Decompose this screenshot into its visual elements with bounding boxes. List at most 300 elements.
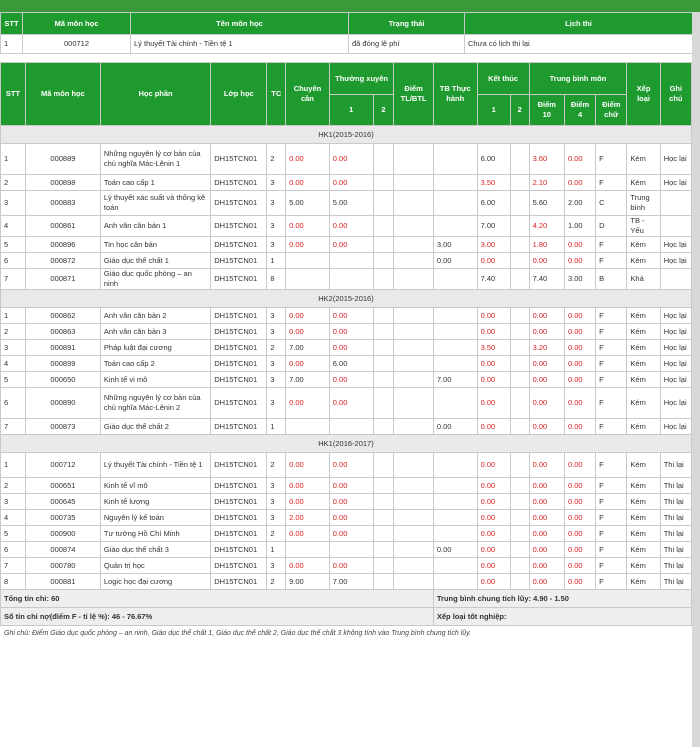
cell-r2: [373, 144, 394, 175]
cell-stt: 6: [1, 253, 26, 269]
cell-f1: 0.00: [477, 324, 510, 340]
cell-th: 0.00: [433, 542, 477, 558]
top-bar: [0, 0, 700, 12]
cell-r2: [373, 237, 394, 253]
cell-gc: Học lại: [660, 144, 691, 175]
cell-f1: 0.00: [477, 526, 510, 542]
exam-header-row: [1, 13, 693, 35]
cell-r1: 5.00: [329, 191, 373, 216]
cell-gc: Học lại: [660, 388, 691, 419]
cell-class: DH15TCN01: [211, 478, 267, 494]
cell-r2: [373, 558, 394, 574]
grade-row: [1, 253, 692, 269]
cell-r2: [373, 269, 394, 290]
cell-cc: 5.00: [286, 191, 330, 216]
cell-f2: [510, 574, 529, 590]
cell-stt: 2: [1, 478, 26, 494]
cell-xl: Kém: [627, 542, 660, 558]
cell-ch: F: [596, 324, 627, 340]
h-avg10: Điểm 10: [529, 95, 564, 126]
header-stt: STT: [1, 13, 23, 35]
cell-stt: 7: [1, 558, 26, 574]
cell-stt: 5: [1, 237, 26, 253]
cell-d4: 0.00: [564, 253, 595, 269]
cell-class: DH15TCN01: [211, 372, 267, 388]
cell-xl: TB - Yếu: [627, 216, 660, 237]
cell-f1: 3.00: [477, 237, 510, 253]
cell-r2: [373, 542, 394, 558]
cell-cc: 0.00: [286, 453, 330, 478]
cell-cc: 0.00: [286, 324, 330, 340]
cell-stt: 4: [1, 216, 26, 237]
cell-th: [433, 216, 477, 237]
cell-course: Logic học đại cương: [100, 574, 210, 590]
cell-th: [433, 269, 477, 290]
cell-th: [433, 356, 477, 372]
cell-gc: Học lại: [660, 324, 691, 340]
h-course: Học phần: [100, 63, 210, 126]
cell-r1: [329, 253, 373, 269]
cell-course: Kinh tế lượng: [100, 494, 210, 510]
cell-ch: F: [596, 558, 627, 574]
cell-f2: [510, 175, 529, 191]
header-code: Mã môn học: [23, 13, 131, 35]
h-average: Trung bình môn: [529, 63, 627, 95]
grade-row: [1, 494, 692, 510]
cell-ch: F: [596, 308, 627, 324]
cell-class: DH15TCN01: [211, 542, 267, 558]
cell-xl: Kém: [627, 372, 660, 388]
grade-row: [1, 510, 692, 526]
cell-tc: 3: [267, 175, 286, 191]
cell-r2: [373, 453, 394, 478]
cell-th: [433, 340, 477, 356]
semester-label: HK1(2016-2017): [1, 435, 692, 453]
cell-r2: [373, 340, 394, 356]
cell-tc: 3: [267, 191, 286, 216]
cell-r1: [329, 542, 373, 558]
cell-r2: [373, 478, 394, 494]
cell-r2: [373, 372, 394, 388]
h-reg1: 1: [329, 95, 373, 126]
cell-gc: Thi lại: [660, 574, 691, 590]
cell-tl: [394, 191, 434, 216]
exam-schedule-table: [0, 12, 693, 54]
cell-d10: 0.00: [529, 453, 564, 478]
cell-gc: Học lại: [660, 419, 691, 435]
cell-th: 0.00: [433, 253, 477, 269]
cell-th: [433, 388, 477, 419]
cell-th: [433, 478, 477, 494]
cell-code: 000898: [25, 175, 100, 191]
cell-class: DH15TCN01: [211, 510, 267, 526]
cell-r1: 0.00: [329, 216, 373, 237]
cell-code: 000650: [25, 372, 100, 388]
exam-stt: 1: [1, 35, 23, 54]
cell-class: DH15TCN01: [211, 419, 267, 435]
grade-row: [1, 216, 692, 237]
cell-d4: 3.00: [564, 269, 595, 290]
cell-d4: 0.00: [564, 419, 595, 435]
cell-tl: [394, 542, 434, 558]
grade-row: [1, 308, 692, 324]
cell-r1: 7.00: [329, 574, 373, 590]
grade-row: [1, 574, 692, 590]
cell-tl: [394, 494, 434, 510]
cell-gc: Học lại: [660, 175, 691, 191]
cell-stt: 3: [1, 340, 26, 356]
semester-label: HK1(2015-2016): [1, 126, 692, 144]
cell-xl: Kém: [627, 526, 660, 542]
cell-tc: 1: [267, 542, 286, 558]
cell-f1: 0.00: [477, 356, 510, 372]
cell-f2: [510, 191, 529, 216]
h-avg4: Điểm 4: [564, 95, 595, 126]
cell-class: DH15TCN01: [211, 356, 267, 372]
h-fin2: 2: [510, 95, 529, 126]
cell-d10: 0.00: [529, 419, 564, 435]
cell-th: [433, 494, 477, 510]
cell-tc: 2: [267, 340, 286, 356]
cell-d10: 0.00: [529, 542, 564, 558]
cell-course: Lý thuyết xác suất và thống kê toán: [100, 191, 210, 216]
cell-f1: 0.00: [477, 542, 510, 558]
cell-tc: 1: [267, 253, 286, 269]
cell-xl: Khá: [627, 269, 660, 290]
cell-xl: Kém: [627, 308, 660, 324]
cell-d4: 0.00: [564, 478, 595, 494]
cell-course: Giáo dục thể chất 2: [100, 419, 210, 435]
cell-class: DH15TCN01: [211, 269, 267, 290]
cell-course: Anh văn căn bản 2: [100, 308, 210, 324]
cell-class: DH15TCN01: [211, 526, 267, 542]
cell-class: DH15TCN01: [211, 558, 267, 574]
cell-tl: [394, 388, 434, 419]
grade-row: [1, 419, 692, 435]
cell-code: 000780: [25, 558, 100, 574]
cell-r2: [373, 324, 394, 340]
cell-code: 000900: [25, 526, 100, 542]
cell-xl: Kém: [627, 574, 660, 590]
cell-cc: 0.00: [286, 308, 330, 324]
cell-gc: Học lại: [660, 372, 691, 388]
h-midterm: Điểm TL/BTL: [394, 63, 434, 126]
cell-gc: Học lại: [660, 308, 691, 324]
cell-code: 000889: [25, 144, 100, 175]
cell-ch: F: [596, 372, 627, 388]
cell-th: [433, 191, 477, 216]
cell-code: 000873: [25, 419, 100, 435]
h-rank: Xếp loại: [627, 63, 660, 126]
cell-r1: 0.00: [329, 340, 373, 356]
cell-cc: 7.00: [286, 372, 330, 388]
cell-stt: 5: [1, 372, 26, 388]
cell-class: DH15TCN01: [211, 216, 267, 237]
cell-course: Anh văn căn bản 1: [100, 216, 210, 237]
summary-row-1: [1, 590, 692, 608]
cell-d4: 0.00: [564, 453, 595, 478]
cell-code: 000881: [25, 574, 100, 590]
cell-r2: [373, 574, 394, 590]
cell-code: 000891: [25, 340, 100, 356]
cell-f2: [510, 144, 529, 175]
cell-cc: 0.00: [286, 388, 330, 419]
cell-r2: [373, 356, 394, 372]
cell-stt: 3: [1, 191, 26, 216]
semester-row: [1, 435, 692, 453]
cell-f2: [510, 419, 529, 435]
cell-tc: 2: [267, 144, 286, 175]
cell-tc: 3: [267, 356, 286, 372]
cell-tl: [394, 269, 434, 290]
cell-tc: 3: [267, 216, 286, 237]
cell-course: Quản trị học: [100, 558, 210, 574]
cell-th: [433, 453, 477, 478]
cell-ch: B: [596, 269, 627, 290]
cell-d10: 0.00: [529, 574, 564, 590]
header-schedule: Lịch thi: [465, 13, 693, 35]
cell-tl: [394, 510, 434, 526]
cell-f1: 0.00: [477, 308, 510, 324]
cell-xl: Kém: [627, 237, 660, 253]
cell-d10: 0.00: [529, 324, 564, 340]
cell-cc: 7.00: [286, 340, 330, 356]
cell-th: [433, 324, 477, 340]
cell-d10: 0.00: [529, 388, 564, 419]
grade-row: [1, 269, 692, 290]
grade-row: [1, 453, 692, 478]
cell-f1: 6.00: [477, 191, 510, 216]
cell-ch: F: [596, 253, 627, 269]
cell-course: Kinh tế vĩ mô: [100, 478, 210, 494]
cell-code: 000651: [25, 478, 100, 494]
cell-d4: 0.00: [564, 175, 595, 191]
cell-code: 000890: [25, 388, 100, 419]
grades-body: [1, 126, 692, 590]
cell-class: DH15TCN01: [211, 253, 267, 269]
cell-cc: 2.00: [286, 510, 330, 526]
cell-d4: 0.00: [564, 542, 595, 558]
cell-tc: 2: [267, 453, 286, 478]
cell-d4: 0.00: [564, 356, 595, 372]
cell-tc: 3: [267, 494, 286, 510]
cell-d10: 1.80: [529, 237, 564, 253]
cell-d4: 1.00: [564, 216, 595, 237]
cell-xl: Kém: [627, 510, 660, 526]
cell-class: DH15TCN01: [211, 144, 267, 175]
cell-tl: [394, 574, 434, 590]
h-fin1: 1: [477, 95, 510, 126]
h-attendance: Chuyên cần: [286, 63, 330, 126]
cell-stt: 5: [1, 526, 26, 542]
cell-th: [433, 308, 477, 324]
cell-d4: 2.00: [564, 191, 595, 216]
cell-th: [433, 526, 477, 542]
cell-r1: [329, 419, 373, 435]
cell-ch: D: [596, 216, 627, 237]
cell-stt: 1: [1, 453, 26, 478]
cell-r1: 0.00: [329, 324, 373, 340]
footnote: Ghi chú: Điểm Giáo dục quốc phòng – an ninh, Giáo dục thể chất 1, Giáo dục thể chất 2, Giáo dục thể chất 3 không tính vào Trung bình chung tích lũy.: [4, 630, 472, 637]
cell-code: 000712: [25, 453, 100, 478]
cell-ch: F: [596, 494, 627, 510]
grade-row: [1, 542, 692, 558]
cell-f2: [510, 253, 529, 269]
cell-f2: [510, 453, 529, 478]
cell-class: DH15TCN01: [211, 340, 267, 356]
cell-r1: 0.00: [329, 494, 373, 510]
cell-course: Giáo dục quốc phòng – an ninh: [100, 269, 210, 290]
cell-tc: 3: [267, 237, 286, 253]
cell-f1: 0.00: [477, 372, 510, 388]
cell-ch: F: [596, 356, 627, 372]
cell-th: [433, 510, 477, 526]
cell-f1: 7.00: [477, 216, 510, 237]
cell-tl: [394, 237, 434, 253]
cell-r1: 0.00: [329, 388, 373, 419]
cell-f1: 0.00: [477, 388, 510, 419]
cell-f1: 0.00: [477, 419, 510, 435]
cell-gc: Thi lại: [660, 494, 691, 510]
cell-tc: 3: [267, 478, 286, 494]
exam-schedule: Chưa có lịch thi lại: [465, 35, 693, 54]
cell-f1: 0.00: [477, 494, 510, 510]
cell-stt: 6: [1, 388, 26, 419]
cell-tl: [394, 144, 434, 175]
cell-course: Nguyên lý kế toán: [100, 510, 210, 526]
cell-cc: 0.00: [286, 237, 330, 253]
grade-row: [1, 191, 692, 216]
cell-f2: [510, 542, 529, 558]
h-practice: TB Thực hành: [433, 63, 477, 126]
cell-xl: Kém: [627, 453, 660, 478]
cell-course: Những nguyên lý cơ bản của chủ nghĩa Mác-Lênin 2: [100, 388, 210, 419]
cell-th: [433, 574, 477, 590]
cell-d4: 0.00: [564, 237, 595, 253]
cell-stt: 7: [1, 419, 26, 435]
cell-xl: Kém: [627, 340, 660, 356]
cell-xl: Kém: [627, 175, 660, 191]
cell-f2: [510, 558, 529, 574]
cell-cc: 0.00: [286, 175, 330, 191]
semester-row: [1, 290, 692, 308]
cell-code: 000645: [25, 494, 100, 510]
cell-th: [433, 558, 477, 574]
cell-stt: 2: [1, 324, 26, 340]
cell-xl: Kém: [627, 253, 660, 269]
grade-row: [1, 558, 692, 574]
cell-f2: [510, 356, 529, 372]
cell-f2: [510, 372, 529, 388]
cell-d4: 0.00: [564, 324, 595, 340]
cell-d10: 0.00: [529, 510, 564, 526]
cell-stt: 7: [1, 269, 26, 290]
cell-ch: F: [596, 340, 627, 356]
cell-cc: 0.00: [286, 526, 330, 542]
cell-tl: [394, 308, 434, 324]
cell-class: DH15TCN01: [211, 191, 267, 216]
cell-xl: Kém: [627, 558, 660, 574]
cell-r2: [373, 526, 394, 542]
cell-r1: 0.00: [329, 526, 373, 542]
exam-code: 000712: [23, 35, 131, 54]
cell-f2: [510, 269, 529, 290]
cell-cc: 9.00: [286, 574, 330, 590]
cell-class: DH15TCN01: [211, 175, 267, 191]
cell-stt: 1: [1, 144, 26, 175]
cell-course: Toán cao cấp 1: [100, 175, 210, 191]
cell-course: Tư tưởng Hồ Chí Minh: [100, 526, 210, 542]
cell-d4: 0.00: [564, 494, 595, 510]
cell-tc: 2: [267, 526, 286, 542]
cell-tc: 8: [267, 269, 286, 290]
cell-f1: 0.00: [477, 478, 510, 494]
cell-f1: 0.00: [477, 510, 510, 526]
cell-d10: 2.10: [529, 175, 564, 191]
cell-r2: [373, 494, 394, 510]
h-note: Ghi chú: [660, 63, 691, 126]
cell-d10: 5.60: [529, 191, 564, 216]
owed-credits: Số tín chỉ nợ(điểm F - tỉ lệ %): 46 - 76.67%: [1, 608, 434, 626]
cell-cc: [286, 419, 330, 435]
cell-code: 000874: [25, 542, 100, 558]
cell-gc: Thi lại: [660, 510, 691, 526]
cell-d10: 3.60: [529, 144, 564, 175]
cell-r1: 0.00: [329, 453, 373, 478]
cell-gc: [660, 269, 691, 290]
cell-tc: 3: [267, 372, 286, 388]
cell-tl: [394, 478, 434, 494]
cell-th: 7.00: [433, 372, 477, 388]
cell-f1: 7.40: [477, 269, 510, 290]
cell-ch: C: [596, 191, 627, 216]
cell-d4: 0.00: [564, 510, 595, 526]
h-letter: Điểm chữ: [596, 95, 627, 126]
cell-tc: 3: [267, 388, 286, 419]
cell-code: 000899: [25, 356, 100, 372]
cell-f2: [510, 510, 529, 526]
cell-ch: F: [596, 175, 627, 191]
cell-code: 000871: [25, 269, 100, 290]
cell-d4: 0.00: [564, 574, 595, 590]
exam-row: [1, 35, 693, 54]
cell-th: 3.00: [433, 237, 477, 253]
cell-ch: F: [596, 510, 627, 526]
cell-code: 000863: [25, 324, 100, 340]
cell-ch: F: [596, 526, 627, 542]
cell-class: DH15TCN01: [211, 574, 267, 590]
h-regular: Thường xuyên: [329, 63, 394, 95]
cell-d4: 0.00: [564, 558, 595, 574]
graduation-rank: Xếp loại tốt nghiệp:: [433, 608, 691, 626]
cell-d4: 0.00: [564, 372, 595, 388]
cell-d10: 0.00: [529, 372, 564, 388]
cell-class: DH15TCN01: [211, 494, 267, 510]
cell-cc: [286, 269, 330, 290]
cell-gc: Thi lại: [660, 478, 691, 494]
cell-gc: [660, 216, 691, 237]
cell-r2: [373, 191, 394, 216]
cell-course: Kinh tế vi mô: [100, 372, 210, 388]
h-reg2: 2: [373, 95, 394, 126]
cell-r1: 0.00: [329, 558, 373, 574]
cell-cc: 0.00: [286, 558, 330, 574]
cell-d10: 0.00: [529, 253, 564, 269]
cell-r1: 0.00: [329, 308, 373, 324]
cell-tc: 3: [267, 308, 286, 324]
scrollbar[interactable]: [692, 12, 700, 747]
h-stt: STT: [1, 63, 26, 126]
